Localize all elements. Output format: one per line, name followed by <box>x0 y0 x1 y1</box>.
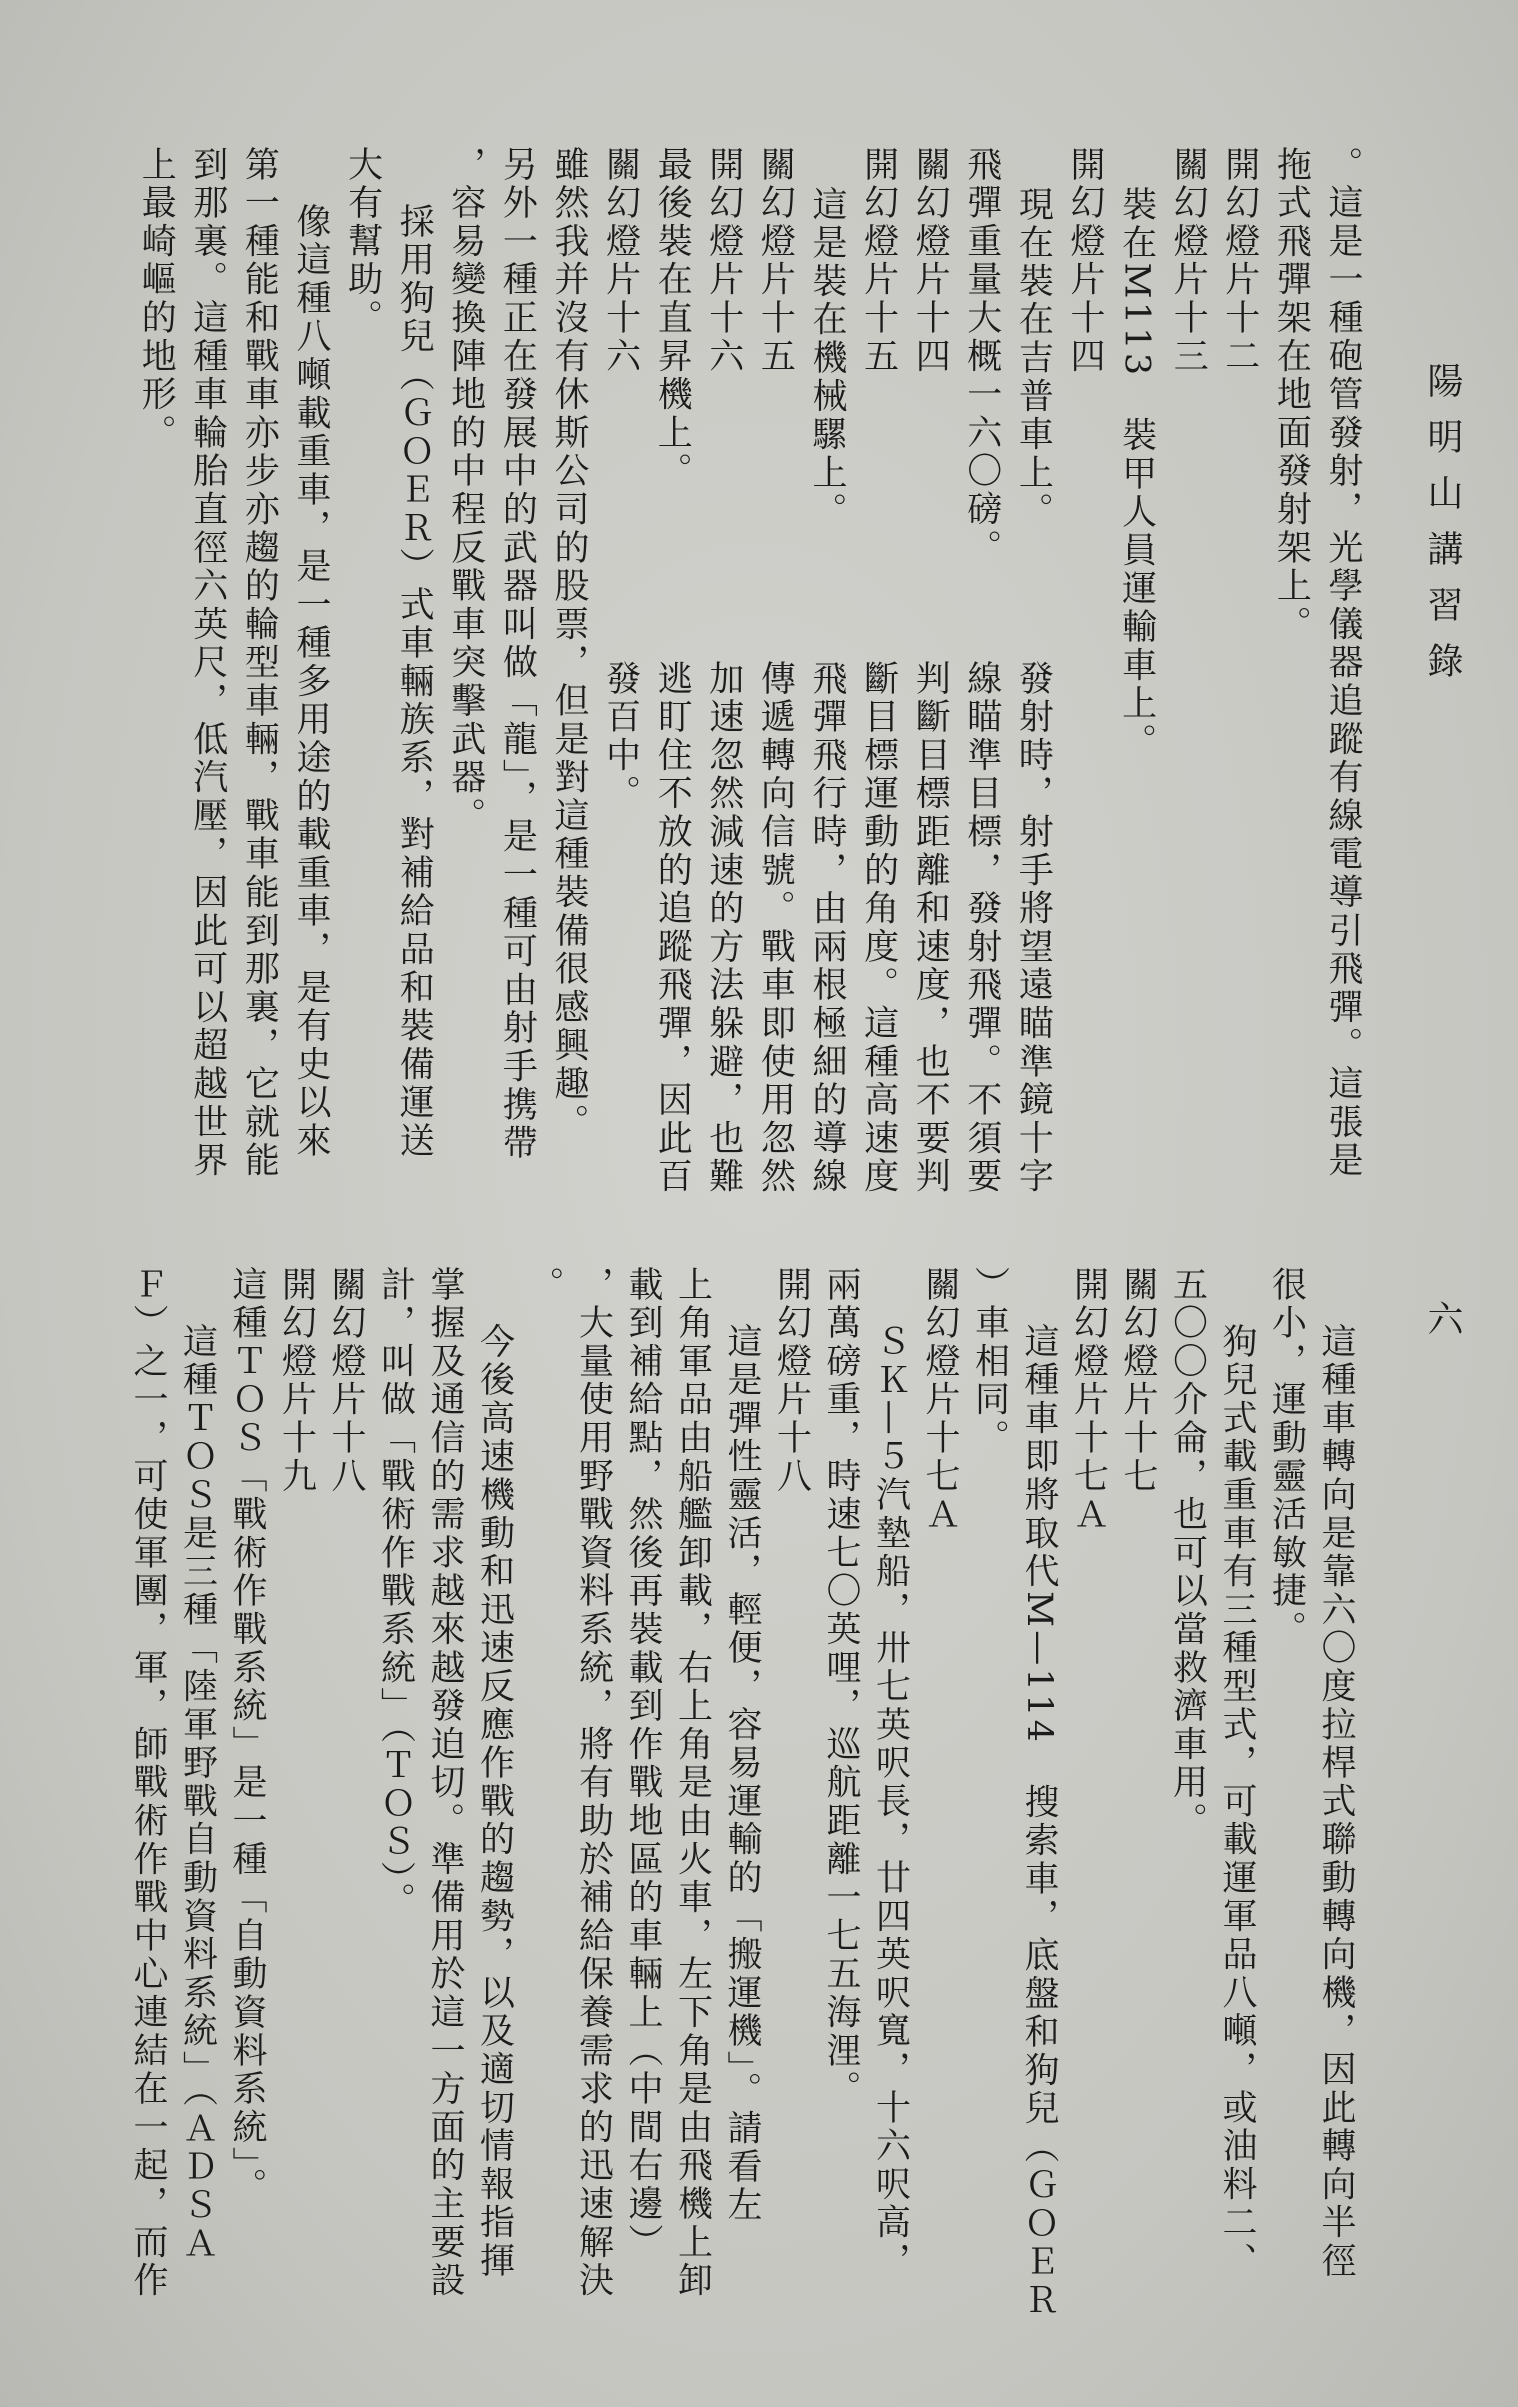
slide-cue: 關幻燈片十四 <box>910 146 951 376</box>
text-column: 像這種八噸載重車，是一種多用途的載重車，是有史以來 <box>291 203 331 1161</box>
slide-cue: 關幻燈片十八 <box>326 1266 366 1496</box>
text-column: 逃盯住不放的追蹤飛彈，因此百 <box>652 660 693 1197</box>
text-column: 判斷目標距離和速度，也不要判 <box>910 660 951 1197</box>
text-column: 發射時，射手將望遠瞄準鏡十字 <box>1013 660 1054 1197</box>
text-column: 這種ＴＯＳ「戰術作戰系統」是一種「自動資料系統」。 <box>227 1266 267 2206</box>
slide-cue: 關幻燈片十七Ａ <box>920 1266 960 1535</box>
text-column: 這是裝在機械騾上。 <box>807 186 847 531</box>
running-header: 陽明山講習錄 <box>1422 362 1463 698</box>
text-column: 。 <box>524 1266 564 1305</box>
slide-cue: 開幻燈片十八 <box>771 1266 812 1496</box>
text-column: 今後高速機動和迅速反應作戰的趨勢，以及適切情報指揮 <box>474 1323 515 2281</box>
text-column: 這種車轉向是靠六〇度拉桿式聯動轉向機，因此轉向半徑 <box>1316 1323 1356 2281</box>
text-column: 計，叫做「戰術作戰系統」（ＴＯＳ）。 <box>375 1266 416 1921</box>
text-column: 掌握及通信的需求越來越發迫切。準備用於這一方面的主要設 <box>425 1266 465 2301</box>
slide-cue: 開幻燈片十二 <box>1219 146 1260 376</box>
text-column: 飛彈飛行時，由兩根極細的導線 <box>807 660 847 1197</box>
text-column: 這是彈性靈活，輕便，容易運輸的「搬運機」。請看左 <box>722 1323 762 2225</box>
text-column: ）車相同。 <box>969 1266 1010 1458</box>
text-column: 加速忽然減速的方法躲避，也難 <box>703 660 744 1197</box>
text-column: 上最崎嶇的地形。 <box>136 146 177 453</box>
text-column: 裝在M113 裝甲人員運輸車上。 <box>1116 186 1157 762</box>
text-column: 發百中。 <box>600 660 641 814</box>
page-number: 六 <box>1422 1300 1463 1356</box>
text-column: 大有幫助。 <box>342 146 383 338</box>
text-column: 這種ＴＯＳ是三種「陸軍野戰自動資料系統」（ＡＤＳＡ <box>177 1323 218 2263</box>
text-column: 傳遞轉向信號。戰車即使用忽然 <box>755 660 796 1197</box>
text-column: 另外一種正在發展中的武器叫做「龍」，是一種可由射手携帶 <box>497 146 538 1163</box>
text-column: ，容易變換陣地的中程反戰車突擊武器。 <box>445 146 486 836</box>
text-column: 線瞄準目標，發射飛彈。不須要 <box>961 660 1002 1197</box>
text-column: 這種車即將取代M—114 搜索車，底盤和狗兒（ＧＯＥＲ <box>1019 1323 1059 2320</box>
slide-cue: 開幻燈片十六 <box>703 146 744 376</box>
text-column: 五〇〇介侖，也可以當救濟車用。 <box>1167 1266 1208 1841</box>
text-column: 斷目標運動的角度。這種高速度 <box>858 660 899 1197</box>
text-column: 。這是一種砲管發射，光學儀器追蹤有線電導引飛彈。這張是 <box>1323 146 1363 1181</box>
text-column: 載到補給點，然後再裝載到作戰地區的車輛上（中間右邊） <box>623 1266 663 2262</box>
slide-cue: 開幻燈片十七Ａ <box>1068 1266 1109 1535</box>
slide-cue: 關幻燈片十六 <box>600 146 641 376</box>
text-column: Ｆ）之一，可使軍團，軍，師戰術作戰中心連結在一起，而作 <box>128 1266 168 2301</box>
text-column: ，大量使用野戰資料系統，將有助於補給保養需求的迅速解決 <box>573 1266 614 2301</box>
slide-cue: 關幻燈片十三 <box>1168 146 1209 376</box>
text-column: 狗兒式載重車有三種型式，可載運軍品八噸，或油料二、 <box>1217 1323 1257 2281</box>
text-column: 拖式飛彈架在地面發射架上。 <box>1271 146 1312 644</box>
text-column: 很小，運動靈活敏捷。 <box>1266 1266 1307 1649</box>
slide-cue: 開幻燈片十五 <box>858 146 899 376</box>
slide-cue: 關幻燈片十七 <box>1118 1266 1158 1496</box>
text-column: 最後裝在直昇機上。 <box>652 146 693 491</box>
slide-cue: 開幻燈片十九 <box>276 1266 317 1496</box>
text-column: 現在裝在吉普車上。 <box>1013 186 1054 531</box>
text-column: 飛彈重量大概一六〇磅。 <box>961 146 1002 568</box>
slide-cue: 開幻燈片十四 <box>1065 146 1105 376</box>
text-column: 採用狗兒（ＧＯＥＲ）式車輛族系，對補給品和裝備運送 <box>394 203 435 1161</box>
text-column: 兩萬磅重，時速七〇英哩，巡航距離一七五海浬。 <box>821 1266 861 2109</box>
slide-cue: 關幻燈片十五 <box>755 146 796 376</box>
text-column: ＳＫ—５汽墊船，卅七英呎長，廿四英呎寬，十六呎高， <box>870 1323 911 2281</box>
text-column: 上角軍品由船艦卸載，右上角是由火車，左下角是由飛機上卸 <box>672 1266 713 2301</box>
text-column: 雖然我并沒有休斯公司的股票，但是對這種裝備很感興趣。 <box>549 146 589 1142</box>
text-column: 第一種能和戰車亦步亦趨的輪型車輛，戰車能到那裏，它就能 <box>239 146 280 1181</box>
text-column: 到那裏。這種車輪胎直徑六英尺，低汽壓，因此可以超越世界 <box>187 146 228 1181</box>
